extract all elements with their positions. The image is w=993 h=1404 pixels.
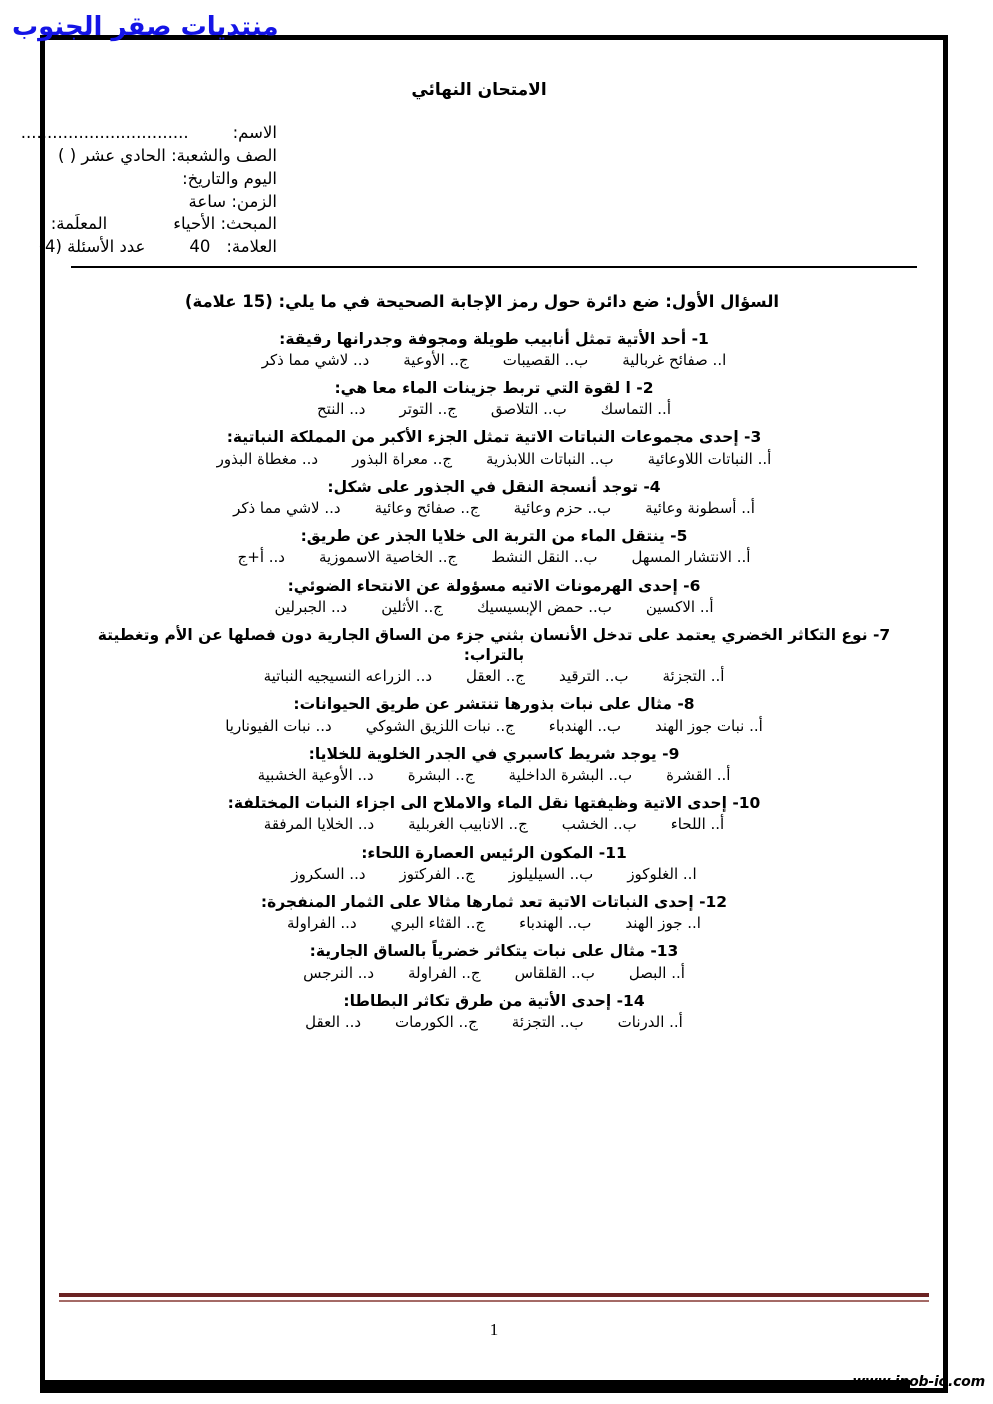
questions-count-label: عدد الأسئلة (4) — [38, 237, 146, 257]
question-options — [71, 963, 917, 983]
question-options — [71, 498, 917, 518]
question-body: إحدى النباتات الاتية تعد ثمارها مثالا على الثمار المنفجرة: — [260, 893, 694, 912]
question-number: 8- — [677, 695, 695, 714]
page-number: 1 — [489, 1320, 499, 1339]
question-option[interactable]: د.. النرجس — [303, 963, 374, 982]
header-divider — [71, 266, 917, 268]
question-option[interactable]: ب.. حزم وعائية — [513, 498, 612, 517]
question-option[interactable]: د.. الزراعه النسيجيه النباتية — [263, 667, 433, 686]
teacher-label: المعلَمة: — [50, 214, 108, 234]
question-option[interactable]: أ.. أسطونة وعائية — [645, 498, 755, 517]
question-text — [71, 694, 917, 714]
site-url: www.inob-io.com — [852, 1374, 985, 1390]
question-body: إحدى الأتية من طرق تكاثر البطاطا: — [343, 991, 612, 1010]
question-option[interactable]: ب.. النقل النشط — [491, 548, 598, 567]
question-item — [71, 329, 917, 370]
question-option[interactable]: ج.. القثاء البري — [390, 914, 486, 933]
name-dots: ................................ — [20, 123, 189, 143]
meta-row-name — [20, 122, 917, 145]
question-text — [71, 576, 917, 596]
question-option[interactable]: ج.. نبات اللزيق الشوكي — [365, 716, 515, 735]
question-option[interactable]: ج.. صفائح وعائية — [374, 498, 480, 517]
question-option[interactable]: أ.. الانتشار المسهل — [631, 548, 751, 567]
section-heading: السؤال الأول: ضع دائرة حول رمز الإجابة الصحيحة في ما يلي: (15 علامة) — [184, 291, 780, 311]
question-text — [71, 744, 917, 764]
question-body: إحدى مجموعات النباتات الاتية تمثل الجزء الأكبر من المملكة النباتية: — [226, 428, 739, 447]
question-text — [71, 793, 917, 813]
question-option[interactable]: ج.. الفراولة — [408, 963, 481, 982]
footer-rule-thin — [59, 1300, 929, 1302]
page-inner — [20, 40, 943, 1388]
question-option[interactable]: ج.. الانابيب الغربلية — [408, 815, 528, 834]
exam-title: الامتحان النهائي — [411, 80, 547, 100]
question-option[interactable]: د.. الأوعية الخشبية — [257, 766, 374, 785]
question-number: 9- — [662, 744, 680, 763]
question-option[interactable]: ب.. الترقيد — [558, 667, 629, 686]
question-option[interactable]: د.. لاشي مما ذكر — [233, 498, 341, 517]
question-item — [71, 941, 917, 982]
mark-label: العلامة: — [226, 237, 277, 257]
question-option[interactable]: أ.. اللحاء — [670, 815, 725, 834]
question-option[interactable]: أ.. التجزئة — [662, 667, 725, 686]
question-body: إحدى الهرمونات الاتيه مسؤولة عن الانتحاء الضوئي: — [287, 576, 678, 595]
meta-row-class — [58, 145, 917, 168]
question-options — [71, 1012, 917, 1032]
question-option[interactable]: د.. الخلايا المرفقة — [263, 815, 375, 834]
question-number: 13- — [650, 942, 679, 961]
question-body: المكون الرئيس العصارة اللحاء: — [361, 843, 594, 862]
question-option[interactable]: ب.. البشرة الداخلية — [508, 766, 633, 785]
question-option[interactable]: ج.. الأوعية — [403, 350, 469, 369]
question-option[interactable]: ب.. الخشب — [561, 815, 637, 834]
question-body: نوع التكاثر الخضري يعتمد على تدخل الأنسان بثني جزء من الساق الجارية دون فصلها عن الأم وتغطيتة بالتراب: — [97, 625, 868, 665]
question-option[interactable]: ب.. القصيبات — [502, 350, 589, 369]
question-text — [71, 477, 917, 497]
question-text — [71, 427, 917, 447]
question-option[interactable]: د.. مغطاة البذور — [216, 449, 319, 468]
question-item — [71, 477, 917, 518]
question-option[interactable]: ب.. التجزئة — [511, 1012, 584, 1031]
question-item — [71, 694, 917, 735]
question-options — [71, 449, 917, 469]
question-option[interactable]: ب.. حمض الإبسيسيك — [476, 597, 612, 616]
question-body: يوجد شريط كاسبري في الجدر الخلوية للخلايا: — [308, 744, 657, 763]
question-options — [71, 597, 917, 617]
questions-list — [71, 329, 917, 1033]
document-body — [20, 40, 943, 1388]
question-options — [71, 765, 917, 785]
question-option[interactable]: ج.. الفركتوز — [399, 864, 475, 883]
date-label: اليوم والتاريخ: — [182, 168, 277, 188]
question-option[interactable]: ج.. معراة البذور — [352, 449, 453, 468]
question-options — [71, 399, 917, 419]
question-item — [71, 526, 917, 567]
question-option[interactable]: ج.. البشرة — [407, 766, 475, 785]
question-number: 5- — [670, 527, 688, 546]
question-option[interactable]: أ.. القشرة — [666, 766, 731, 785]
question-option[interactable]: د.. العقل — [305, 1012, 362, 1031]
question-text — [71, 526, 917, 546]
meta-row-grade — [38, 236, 917, 259]
question-option[interactable]: ب.. القلقاس — [514, 963, 595, 982]
question-option[interactable]: أ.. الدرنات — [617, 1012, 683, 1031]
question-number: 6- — [683, 576, 701, 595]
subject-label: المبحث: الأحياء — [173, 214, 277, 234]
question-option[interactable]: ا.. صفائح غربالية — [622, 350, 727, 369]
question-number: 10- — [732, 794, 761, 813]
question-text — [71, 378, 917, 398]
question-options — [71, 814, 917, 834]
time-label: الزمن: ساعة — [188, 191, 277, 211]
question-text — [71, 991, 917, 1011]
question-option[interactable]: د.. أ+ج — [237, 548, 285, 567]
question-item — [71, 427, 917, 468]
question-option[interactable]: أ.. الاكسين — [645, 597, 714, 616]
question-option[interactable]: ب.. التلاصق — [490, 400, 567, 419]
question-option[interactable]: د.. الجبرلين — [274, 597, 348, 616]
question-options — [71, 913, 917, 933]
meta-row-time — [71, 191, 917, 214]
question-options — [71, 547, 917, 567]
question-body: توجد أنسجة النقل في الجذور على شكل: — [327, 477, 638, 496]
question-option[interactable]: ب.. الهندباء — [548, 716, 622, 735]
page-frame — [20, 35, 948, 1393]
question-body: مثال على نبات بذورها تنتشر عن طريق الحيوانات: — [293, 695, 672, 714]
question-option[interactable]: ب.. النباتات اللابذرية — [486, 449, 614, 468]
question-option[interactable]: ا.. جوز الهند — [625, 914, 701, 933]
meta-row-subject — [50, 213, 917, 236]
question-number: 2- — [636, 379, 654, 397]
mark-value: 40 — [189, 237, 211, 257]
question-body: ا لقوة التي تربط جزينات الماء معا هي: — [334, 379, 631, 397]
question-text — [71, 843, 917, 863]
question-item — [71, 625, 917, 687]
question-text — [71, 329, 917, 349]
question-number: 7- — [872, 625, 891, 644]
question-option[interactable]: ج.. العقل — [466, 667, 525, 686]
question-option[interactable]: أ.. التماسك — [600, 400, 671, 419]
question-option[interactable]: ج.. الأثلين — [381, 597, 443, 616]
question-item — [71, 991, 917, 1032]
question-option[interactable]: د.. الفراولة — [287, 914, 357, 933]
header-meta-block — [20, 122, 917, 259]
question-body: أحد الأتية تمثل أنابيب طويلة ومجوفة وجدرانها رقيقة: — [279, 329, 687, 348]
footer-divider — [59, 1293, 929, 1302]
question-item — [71, 843, 917, 884]
question-number: 11- — [598, 843, 627, 862]
bottom-black-bar — [40, 1380, 910, 1389]
question-options — [71, 666, 917, 686]
question-item — [71, 793, 917, 834]
question-option[interactable]: ب.. السيليلوز — [508, 864, 594, 883]
question-body: ينتقل الماء من التربة الى خلايا الجذر عن طريق: — [300, 527, 665, 546]
meta-row-date — [71, 168, 917, 191]
question-item — [71, 892, 917, 933]
question-body: إحدى الاتية وظيفتها نقل الماء والاملاح الى اجزاء النبات المختلفة: — [227, 794, 727, 813]
question-text — [71, 625, 917, 665]
question-number: 1- — [691, 329, 709, 348]
class-label: الصف والشعبة: الحادي عشر ( ) — [58, 146, 277, 166]
question-item — [71, 744, 917, 785]
name-label: الاسم: — [232, 123, 277, 143]
question-option[interactable]: ا.. الغلوكوز — [627, 864, 697, 883]
question-option[interactable]: أ.. النباتات اللاوعائية — [647, 449, 772, 468]
question-option[interactable]: د.. لاشي مما ذكر — [261, 350, 370, 369]
question-item — [71, 378, 917, 419]
question-option[interactable]: ب.. الهندباء — [519, 914, 592, 933]
question-options — [71, 350, 917, 370]
question-number: 12- — [699, 893, 728, 912]
question-option[interactable]: ج.. الكورمات — [395, 1012, 478, 1031]
question-text — [71, 892, 917, 912]
question-number: 14- — [616, 991, 645, 1010]
question-text — [71, 941, 917, 961]
question-item — [71, 576, 917, 617]
question-number: 4- — [643, 477, 661, 496]
question-number: 3- — [744, 428, 762, 447]
question-options — [71, 864, 917, 884]
question-body: مثال على نبات يتكاثر خضرياً بالساق الجارية: — [309, 942, 645, 961]
question-option[interactable]: د.. نبات الفيوناريا — [225, 716, 332, 735]
question-options — [71, 716, 917, 736]
question-option[interactable]: ج.. الخاصية الاسموزية — [318, 548, 458, 567]
question-option[interactable]: د.. السكروز — [291, 864, 366, 883]
forum-watermark: منتديات صقر الجنوب — [12, 12, 279, 42]
question-option[interactable]: ج.. التوتر — [399, 400, 457, 419]
question-option[interactable]: أ.. نبات جوز الهند — [655, 716, 763, 735]
question-option[interactable]: د.. النتح — [316, 400, 366, 419]
question-option[interactable]: أ.. البصل — [628, 963, 685, 982]
